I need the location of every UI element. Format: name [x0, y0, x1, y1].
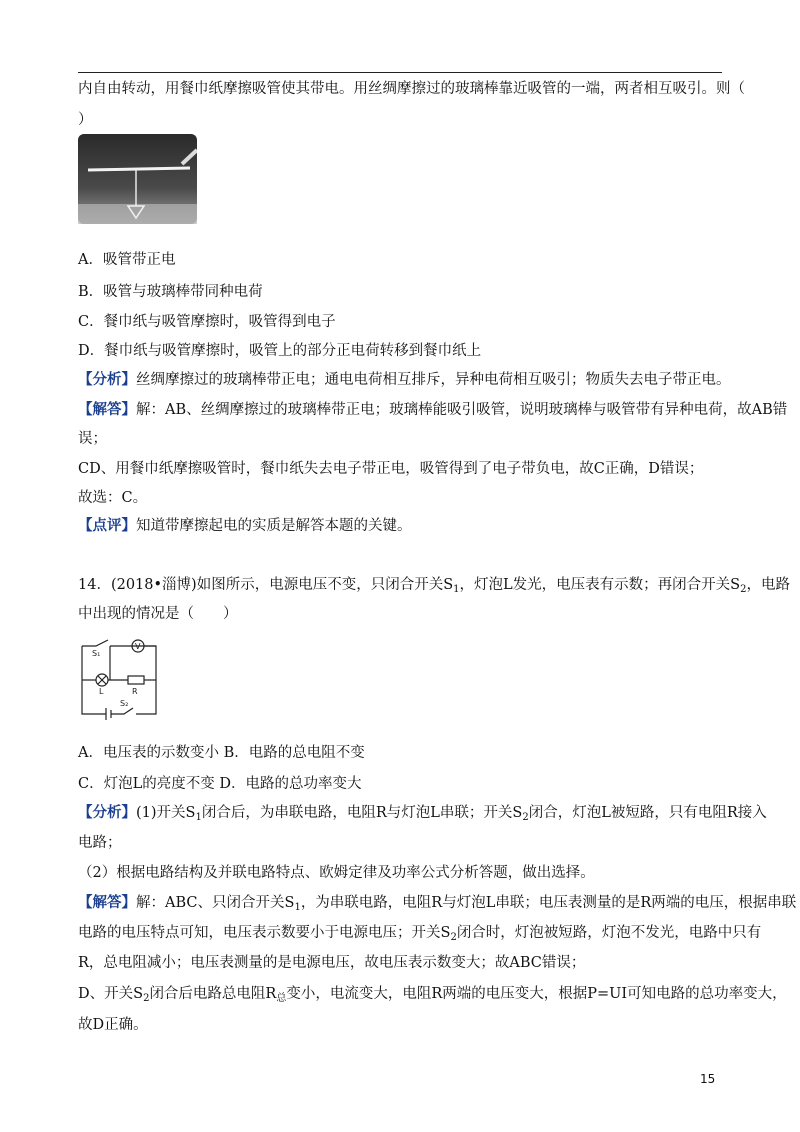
q13-intro-line1: 内自由转动，用餐巾纸摩擦吸管使其带电。用丝绸摩擦过的玻璃棒靠近吸管的一端，两者相互吸引。则（: [78, 81, 745, 97]
q13-option-d: D．餐巾纸与吸管摩擦时，吸管上的部分正电荷转移到餐巾纸上: [78, 343, 482, 359]
circuit-diagram: [78, 636, 158, 722]
analysis-text: (1)开关S: [136, 805, 196, 821]
solution-tag: 【解答】: [78, 894, 136, 911]
analysis-text: 闭合，灯泡L被短路，只有电阻R接入: [528, 805, 767, 821]
q13-solution-line4: 故选：C。: [78, 490, 148, 506]
q14-stem-text: 14．(2018•淄博)如图所示，电源电压不变，只闭合开关S: [78, 577, 454, 593]
q14-solution-line4: [78, 984, 787, 1009]
subscript: 总: [276, 993, 287, 1004]
solution-text: 变小，电流变大，电阻R两端的电压变大，根据P=UI可知电路的总功率变大，: [286, 986, 787, 1002]
analysis-text: 闭合后，为串联电路，电阻R与灯泡L串联；开关S: [201, 805, 523, 821]
analysis-tag: 【分析】: [78, 804, 136, 821]
q13-option-b: B．吸管与玻璃棒带同种电荷: [78, 284, 263, 300]
solution-tag: 【解答】: [78, 401, 136, 418]
subscript: 1: [294, 902, 301, 913]
comment-tag: 【点评】: [78, 517, 136, 534]
solution-text: 闭合时，灯泡被短路，灯泡不发光，电路中只有: [456, 925, 762, 941]
subscript: 2: [450, 932, 457, 943]
voltmeter-label: V: [135, 642, 141, 651]
q14-solution-line2: [78, 923, 761, 948]
q13-option-a: A．吸管带正电: [78, 252, 176, 268]
q14-options-ab: A．电压表的示数变小 B．电路的总电阻不变: [78, 745, 365, 761]
q13-option-c: C．餐巾纸与吸管摩擦时，吸管得到电子: [78, 314, 336, 330]
resistor-label: R: [132, 687, 138, 696]
comment-text: 知道带摩擦起电的实质是解答本题的关键。: [136, 518, 412, 534]
q14-analysis-line2: 电路；: [78, 835, 122, 851]
q13-analysis: [78, 370, 731, 390]
lamp-label: L: [99, 687, 104, 696]
q14-analysis-line1: [78, 803, 767, 828]
analysis-tag: 【分析】: [78, 371, 136, 388]
q14-solution-line3: R，总电阻减小；电压表测量的是电源电压，故电压表示数变大；故ABC错误；: [78, 955, 586, 971]
q13-solution-line2: 误；: [78, 431, 107, 447]
page-number: 15: [700, 1072, 716, 1086]
subscript: 1: [195, 812, 202, 823]
q13-solution-line3: CD、用餐巾纸摩擦吸管时，餐巾纸失去电子带正电，吸管得到了电子带负电，故C正确，D错误；: [78, 461, 704, 477]
subscript: 2: [740, 584, 747, 595]
q14-solution-line5: 故D正确。: [78, 1017, 148, 1033]
q14-stem-text: ，灯泡L发光，电压表有示数；再闭合开关S: [459, 577, 741, 593]
switch-s2-label: S₂: [120, 699, 129, 708]
q14-analysis-line3: （2）根据电路结构及并联电路特点、欧姆定律及功率公式分析答题，做出选择。: [78, 865, 595, 881]
solution-text: D、开关S: [78, 986, 144, 1002]
q13-comment: [78, 516, 412, 536]
solution-text: ，为串联电路，电阻R与灯泡L串联；电压表测量的是R两端的电压，根据串联: [300, 895, 797, 911]
q13-solution-line1: [78, 400, 787, 420]
q13-intro-line2: ）: [78, 112, 93, 128]
switch-s1-label: S₁: [92, 649, 101, 658]
q14-stem-line1: [78, 575, 790, 600]
subscript: 2: [143, 993, 150, 1004]
subscript: 1: [453, 584, 460, 595]
analysis-text: 丝绸摩擦过的玻璃棒带正电；通电电荷相互排斥，异种电荷相互吸引；物质失去电子带正电。: [136, 372, 731, 388]
solution-text: 解：AB、丝绸摩擦过的玻璃棒带正电；玻璃棒能吸引吸管，说明玻璃棒与吸管带有异种电荷，故AB错: [136, 402, 788, 418]
q14-options-cd: C．灯泡L的亮度不变 D．电路的总功率变大: [78, 776, 362, 792]
q14-stem-line2: 中出现的情况是（ ）: [78, 606, 238, 622]
solution-text: 解：ABC、只闭合开关S: [136, 895, 295, 911]
straw-on-stand-photo: [78, 134, 197, 224]
header-rule: [78, 72, 722, 73]
solution-text: 电路的电压特点可知，电压表示数要小于电源电压；开关S: [78, 925, 451, 941]
q14-stem-text: ，电路: [746, 577, 790, 593]
q14-solution-line1: [78, 893, 796, 918]
subscript: 2: [522, 812, 529, 823]
solution-text: 闭合后电路总电阻R: [149, 986, 277, 1002]
